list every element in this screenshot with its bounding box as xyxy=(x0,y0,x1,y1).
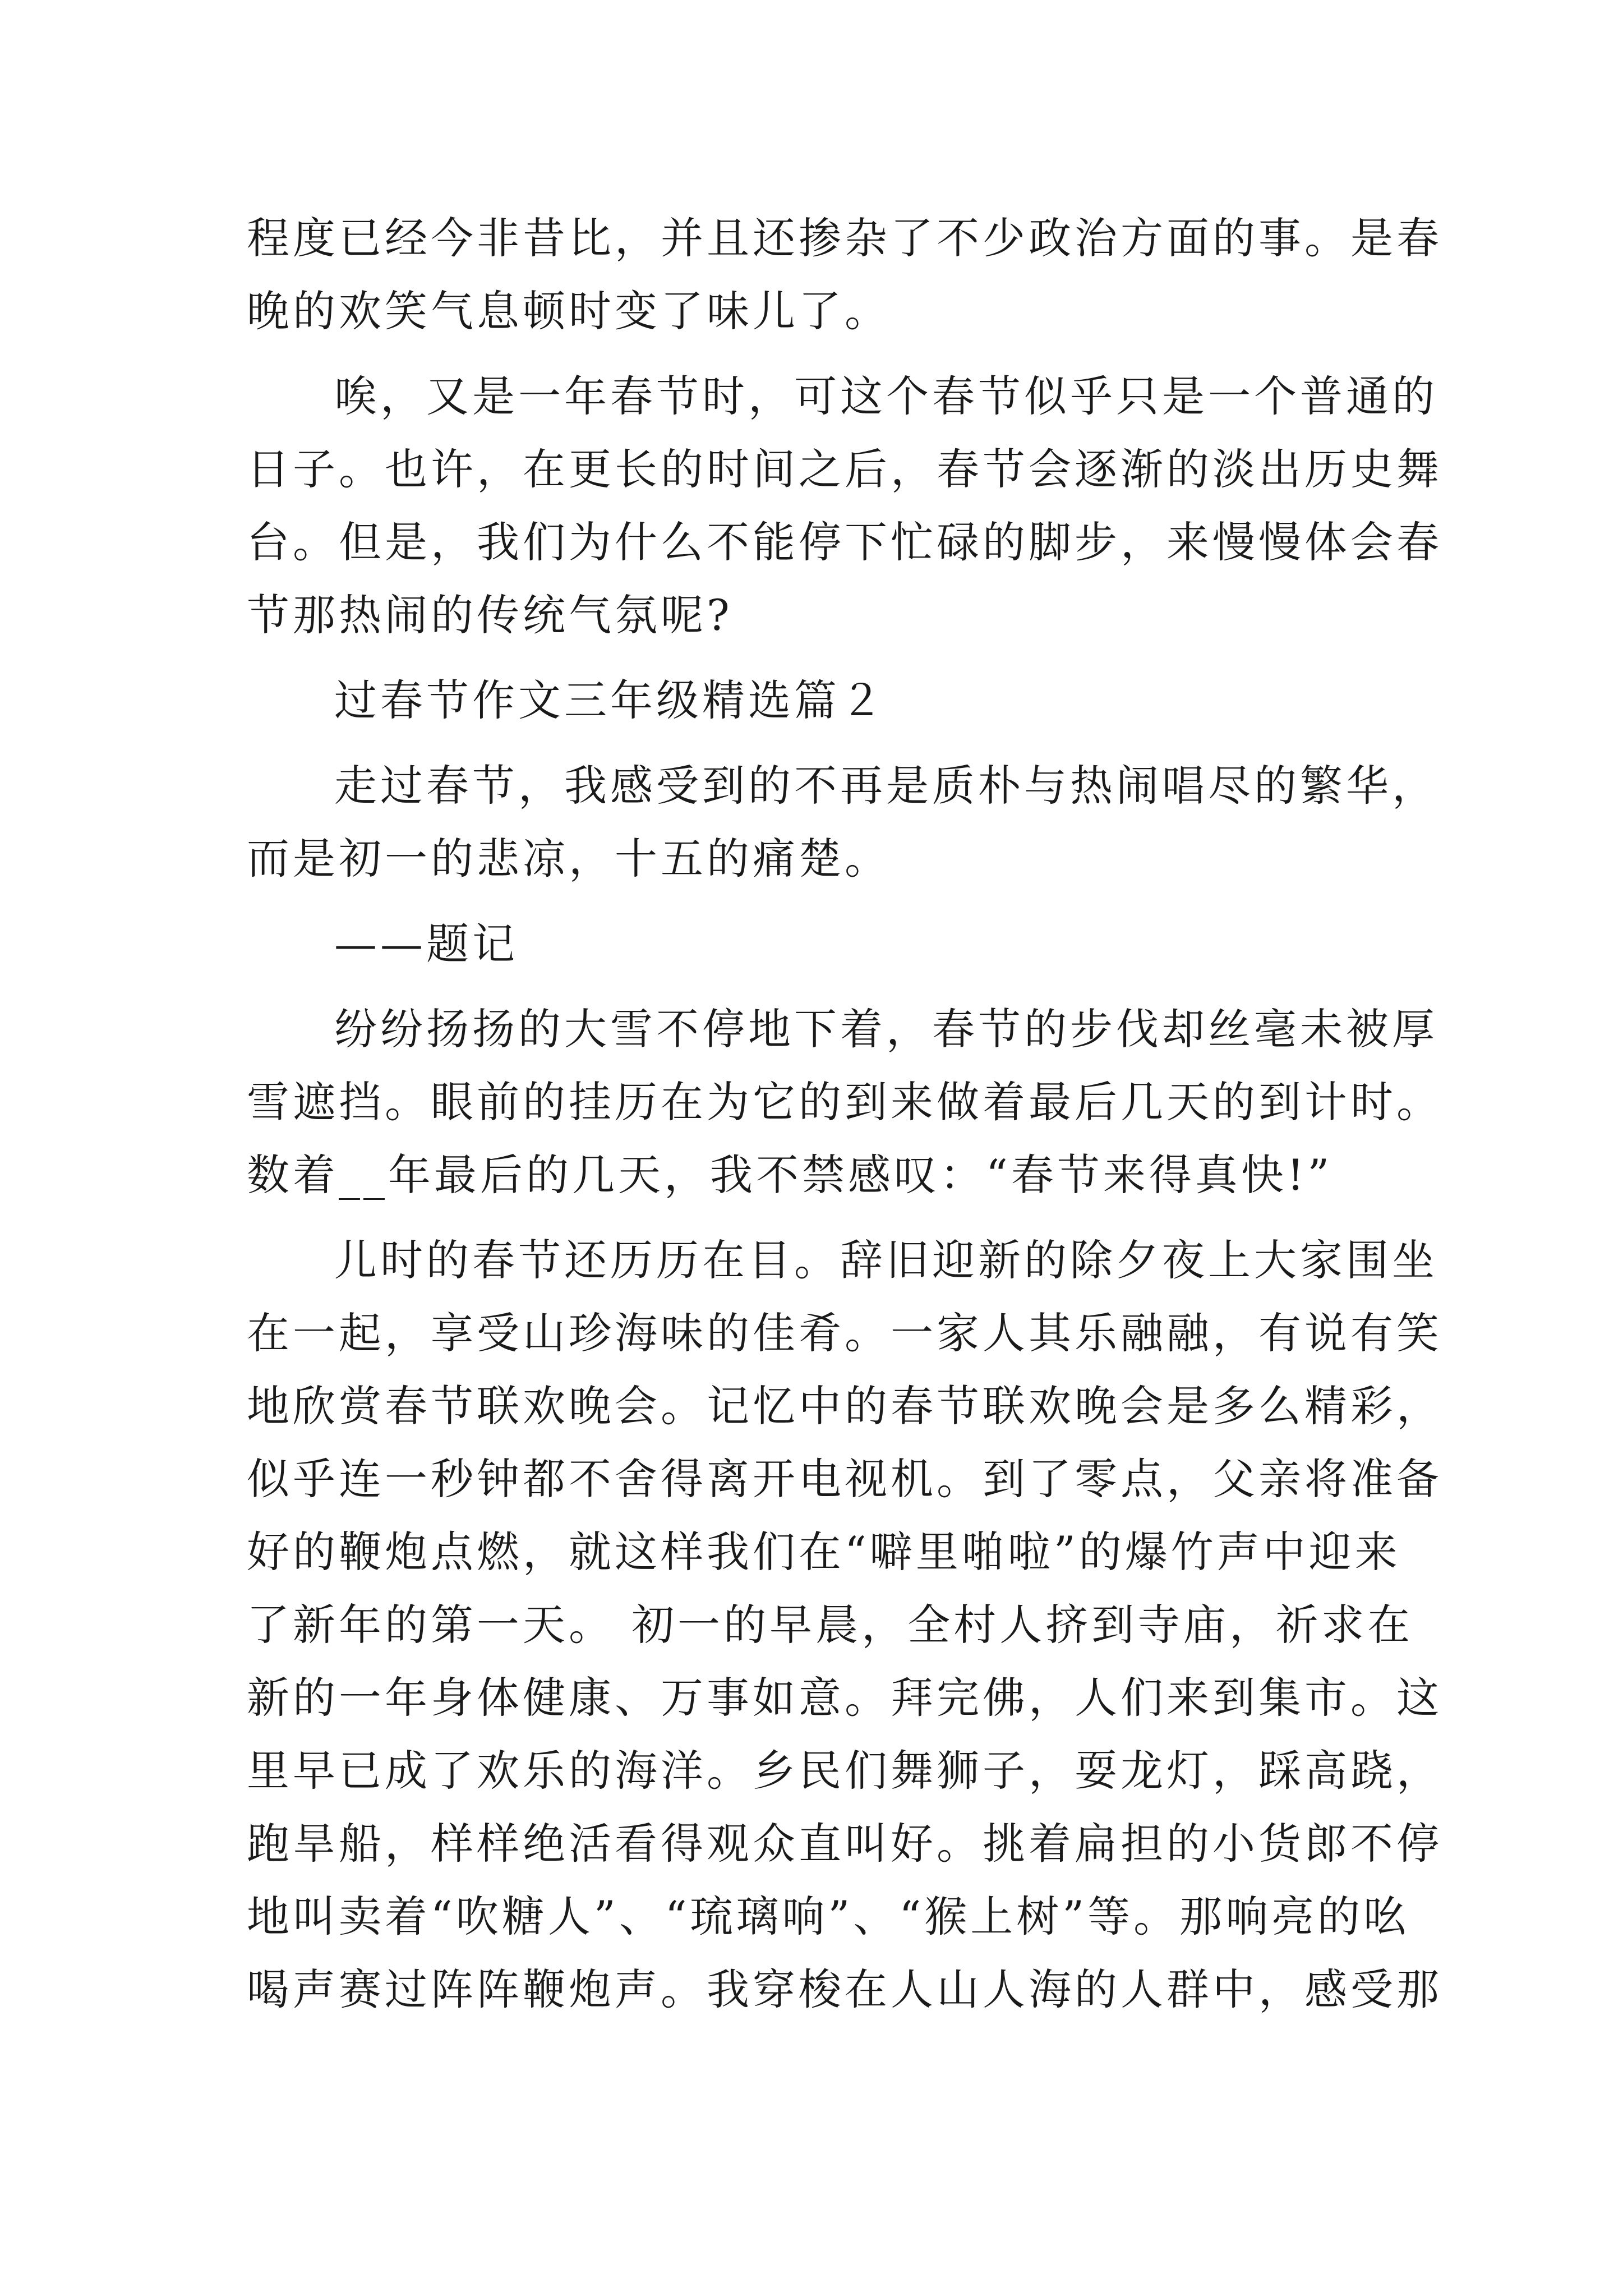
text-line: 跑旱船，样样绝活看得观众直叫好。挑着扁担的小货郎不停 xyxy=(247,1819,1442,1869)
text-line: 晚的欢笑气息顿时变了味儿了。 xyxy=(247,286,891,336)
text-line: 新的一年身体健康、万事如意。拜完佛，人们来到集市。这 xyxy=(247,1673,1442,1723)
article-body xyxy=(247,202,1442,2026)
text-line: 而是初一的悲凉，十五的痛楚。 xyxy=(247,834,891,884)
paragraph-first-line: 纷纷扬扬的大雪不停地下着，春节的步伐却丝毫未被厚 xyxy=(334,1004,1438,1054)
text-line: 好的鞭炮点燃，就这样我们在“噼里啪啦”的爆竹声中迎来 xyxy=(247,1527,1401,1577)
text-line: 了新年的第一天。 初一的早晨，全村人挤到寺庙，祈求在 xyxy=(247,1600,1414,1650)
text-line: 在一起，享受山珍海味的佳肴。一家人其乐融融，有说有笑 xyxy=(247,1308,1442,1358)
text-line: 日子。也许，在更长的时间之后，春节会逐渐的淡出历史舞 xyxy=(247,444,1442,494)
text-line: 里早已成了欢乐的海洋。乡民们舞狮子，耍龙灯，踩高跷， xyxy=(247,1746,1442,1796)
text-line: 似乎连一秒钟都不舍得离开电视机。到了零点，父亲将准备 xyxy=(247,1454,1442,1504)
text-line: 数着__年最后的几天，我不禁感叹：“春节来得真快!” xyxy=(247,1150,1333,1200)
text-line: 雪遮挡。眼前的挂历在为它的到来做着最后几天的到计时。 xyxy=(247,1077,1442,1127)
text-line: 地叫卖着“吹糖人”、“琉璃响”、“猴上树”等。那响亮的吆 xyxy=(247,1892,1410,1941)
paragraph-first-line: 儿时的春节还历历在目。辞旧迎新的除夕夜上大家围坐 xyxy=(334,1235,1438,1285)
epigraph-attribution: ——题记 xyxy=(334,919,518,969)
text-line: 台。但是，我们为什么不能停下忙碌的脚步，来慢慢体会春 xyxy=(247,517,1442,567)
section-heading: 过春节作文三年级精选篇２ xyxy=(334,675,886,725)
text-line: 程度已经今非昔比，并且还掺杂了不少政治方面的事。是春 xyxy=(247,213,1442,263)
paragraph-first-line: 走过春节，我感受到的不再是质朴与热闹唱尽的繁华， xyxy=(334,761,1438,811)
paragraph-first-line: 唉，又是一年春节时，可这个春节似乎只是一个普通的 xyxy=(334,371,1438,421)
text-line: 节那热闹的传统气氛呢? xyxy=(247,590,733,640)
text-line: 地欣赏春节联欢晚会。记忆中的春节联欢晚会是多么精彩， xyxy=(247,1381,1442,1431)
text-line: 喝声赛过阵阵鞭炮声。我穿梭在人山人海的人群中，感受那 xyxy=(247,1964,1442,2014)
